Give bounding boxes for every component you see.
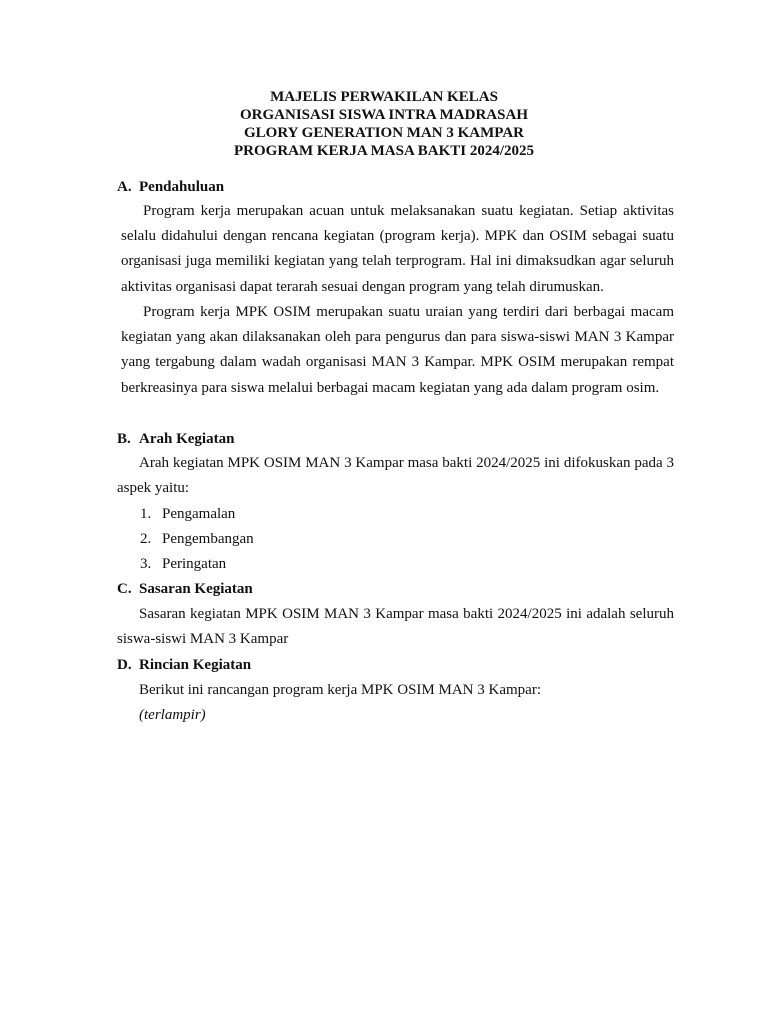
attachment-note: (terlampir) xyxy=(139,707,206,723)
list-item-number: 3. xyxy=(140,556,152,572)
list-item-number: 2. xyxy=(140,531,152,547)
section-c-letter: C. xyxy=(117,581,132,597)
section-d-letter: D. xyxy=(117,657,132,673)
section-b-title: Arah Kegiatan xyxy=(139,431,235,447)
section-a-heading xyxy=(117,178,224,196)
section-c-heading xyxy=(117,580,253,598)
list-item xyxy=(140,505,235,523)
list-item-text: Pengembangan xyxy=(162,531,254,547)
section-c-title: Sasaran Kegiatan xyxy=(139,581,253,597)
section-c-paragraph: Sasaran kegiatan MPK OSIM MAN 3 Kampar masa bakti 2024/2025 ini adalah seluruh siswa-siswi MAN 3 Kampar xyxy=(117,606,674,648)
section-b-paragraph: Arah kegiatan MPK OSIM MAN 3 Kampar masa bakti 2024/2025 ini difokuskan pada 3 aspek yaitu: xyxy=(117,455,674,497)
section-a-letter: A. xyxy=(117,179,132,195)
section-d-title: Rincian Kegiatan xyxy=(139,657,252,673)
list-item xyxy=(140,530,254,548)
list-item-number: 1. xyxy=(140,506,152,522)
title-line-1: MAJELIS PERWAKILAN KELAS xyxy=(270,89,498,105)
section-b-letter: B. xyxy=(117,431,131,447)
title-line-2: ORGANISASI SISWA INTRA MADRASAH xyxy=(240,107,528,123)
section-a-paragraph-1: Program kerja merupakan acuan untuk melaksanakan suatu kegiatan. Setiap aktivitas selalu didahului dengan rencana kegiatan (program kerja). MPK dan OSIM sebagai suatu organisasi juga memiliki kegiatan yang telah terprogram. Hal ini dimaksudkan agar seluruh aktivitas organisasi dapat terarah sesuai dengan program yang telah dirumuskan. xyxy=(121,203,674,295)
section-d-line: Berikut ini rancangan program kerja MPK OSIM MAN 3 Kampar: xyxy=(139,682,541,698)
section-a-paragraph-2: Program kerja MPK OSIM merupakan suatu uraian yang terdiri dari berbagai macam kegiatan yang akan dilaksanakan oleh para pengurus dan para siswa-siswi MAN 3 Kampar yang tergabung dalam wadah organisasi MAN 3 Kampar. MPK OSIM merupakan rempat berkreasinya para siswa melalui berbagai macam kegiatan yang ada dalam program osim. xyxy=(121,304,674,396)
title-line-4: PROGRAM KERJA MASA BAKTI 2024/2025 xyxy=(233,143,534,159)
list-item xyxy=(140,555,226,573)
list-item-text: Pengamalan xyxy=(162,506,236,522)
section-d-heading xyxy=(117,656,251,674)
section-b-heading xyxy=(117,430,234,448)
document-title xyxy=(0,88,768,160)
list-item-text: Peringatan xyxy=(162,556,227,572)
section-a-title: Pendahuluan xyxy=(139,179,225,195)
title-line-3: GLORY GENERATION MAN 3 KAMPAR xyxy=(243,125,525,141)
